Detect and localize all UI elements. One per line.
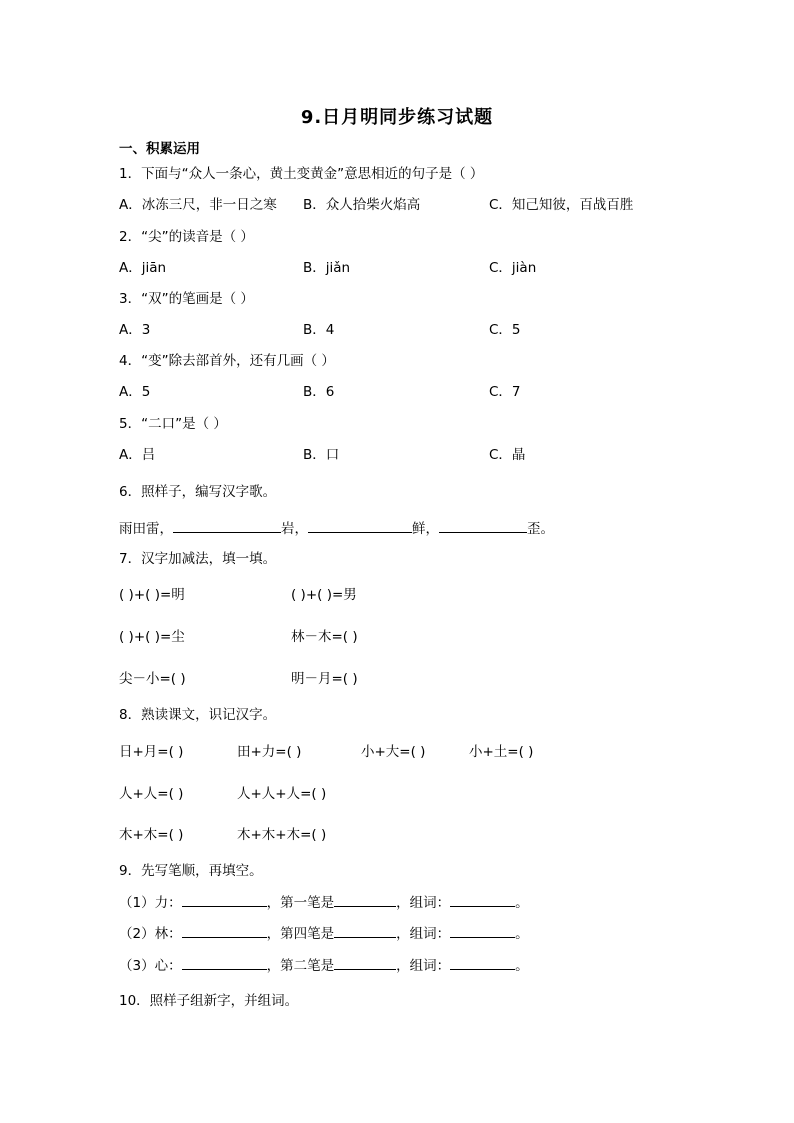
question-7: 7．汉字加减法，填一填。 (119, 551, 277, 567)
question-4: 4．“变”除去部首外，还有几画（ ） (119, 353, 335, 369)
q9-row-mid: ，第二笔是 (266, 958, 335, 974)
q2-option-b: B．jiǎn (303, 260, 351, 276)
q1-option-b: B．众人拾柴火焰高 (303, 197, 421, 213)
q9-row-mid: ，第一笔是 (266, 895, 335, 911)
q9-stroke-order-blank[interactable] (182, 892, 267, 907)
question-5: 5．“二口”是（ ） (119, 416, 227, 432)
q8-item-3a[interactable]: 木+木=( ) (119, 827, 184, 843)
q9-row-tail: 。 (515, 926, 529, 942)
q2-option-c: C．jiàn (489, 260, 537, 276)
q6-blank-2[interactable] (308, 518, 412, 533)
q1-option-c: C．知己知彼，百战百胜 (489, 197, 634, 213)
q7-item-3b[interactable]: 明－月=( ) (291, 671, 358, 687)
q8-item-1c[interactable]: 小+大=( ) (361, 744, 426, 760)
q9-word-blank[interactable] (450, 923, 515, 938)
question-2: 2．“尖”的读音是（ ） (119, 229, 254, 245)
q6-text-4: 歪。 (527, 521, 554, 537)
q5-option-b: B．口 (303, 447, 340, 463)
q4-option-b: B．6 (303, 384, 335, 400)
question-10: 10．照样子组新字，并组词。 (119, 993, 299, 1009)
q6-text-2: 岩， (281, 521, 308, 537)
q8-item-2a[interactable]: 人+人=( ) (119, 786, 184, 802)
q4-option-a: A．5 (119, 384, 151, 400)
q9-stroke-order-blank[interactable] (182, 955, 267, 970)
q3-option-c: C．5 (489, 322, 521, 338)
q9-word-blank[interactable] (450, 955, 515, 970)
q6-text-3: 鲜， (412, 521, 439, 537)
q6-answer-line (119, 518, 554, 540)
q8-item-2b[interactable]: 人+人+人=( ) (237, 786, 327, 802)
q5-option-a: A．吕 (119, 447, 156, 463)
q9-stroke-blank[interactable] (334, 955, 396, 970)
q7-item-1b[interactable]: ( )+( )=男 (291, 587, 357, 603)
q7-item-2b[interactable]: 林－木=( ) (291, 629, 358, 645)
q9-row-end: ，组词： (396, 895, 451, 911)
q3-option-a: A．3 (119, 322, 151, 338)
q7-item-1a[interactable]: ( )+( )=明 (119, 587, 185, 603)
q9-row-2 (119, 923, 529, 945)
q9-row-label: （2）林： (119, 926, 182, 942)
section-heading: 一、积累运用 (119, 141, 200, 157)
q9-row-label: （3）心： (119, 958, 182, 974)
question-6: 6．照样子，编写汉字歌。 (119, 484, 277, 500)
page-title: 9.日月明同步练习试题 (300, 107, 494, 128)
q2-option-a: A．jiān (119, 260, 167, 276)
q9-row-1 (119, 892, 529, 914)
question-9: 9．先写笔顺，再填空。 (119, 863, 263, 879)
q1-option-a: A．冰冻三尺，非一日之寒 (119, 197, 277, 213)
q9-row-tail: 。 (515, 958, 529, 974)
q9-row-label: （1）力： (119, 895, 182, 911)
q9-word-blank[interactable] (450, 892, 515, 907)
question-8: 8．熟读课文，识记汉字。 (119, 707, 277, 723)
question-1: 1．下面与“众人一条心，黄土变黄金”意思相近的句子是（ ） (119, 166, 484, 182)
q6-text-1: 雨田雷， (119, 521, 173, 537)
q7-item-2a[interactable]: ( )+( )=尘 (119, 629, 185, 645)
q5-option-c: C．晶 (489, 447, 526, 463)
q6-blank-3[interactable] (439, 518, 527, 533)
q9-stroke-blank[interactable] (334, 923, 396, 938)
q3-option-b: B．4 (303, 322, 335, 338)
q4-option-c: C．7 (489, 384, 521, 400)
q9-row-end: ，组词： (396, 926, 451, 942)
q9-row-3 (119, 955, 529, 977)
q9-stroke-blank[interactable] (334, 892, 396, 907)
q9-stroke-order-blank[interactable] (182, 923, 267, 938)
q8-item-1d[interactable]: 小+土=( ) (469, 744, 534, 760)
q7-item-3a[interactable]: 尖－小=( ) (119, 671, 186, 687)
question-3: 3．“双”的笔画是（ ） (119, 291, 254, 307)
q8-item-3b[interactable]: 木+木+木=( ) (237, 827, 327, 843)
q8-item-1b[interactable]: 田+力=( ) (237, 744, 302, 760)
q9-row-tail: 。 (515, 895, 529, 911)
q8-item-1a[interactable]: 日+月=( ) (119, 744, 184, 760)
q9-row-end: ，组词： (396, 958, 451, 974)
q9-row-mid: ，第四笔是 (266, 926, 335, 942)
q6-blank-1[interactable] (173, 518, 281, 533)
